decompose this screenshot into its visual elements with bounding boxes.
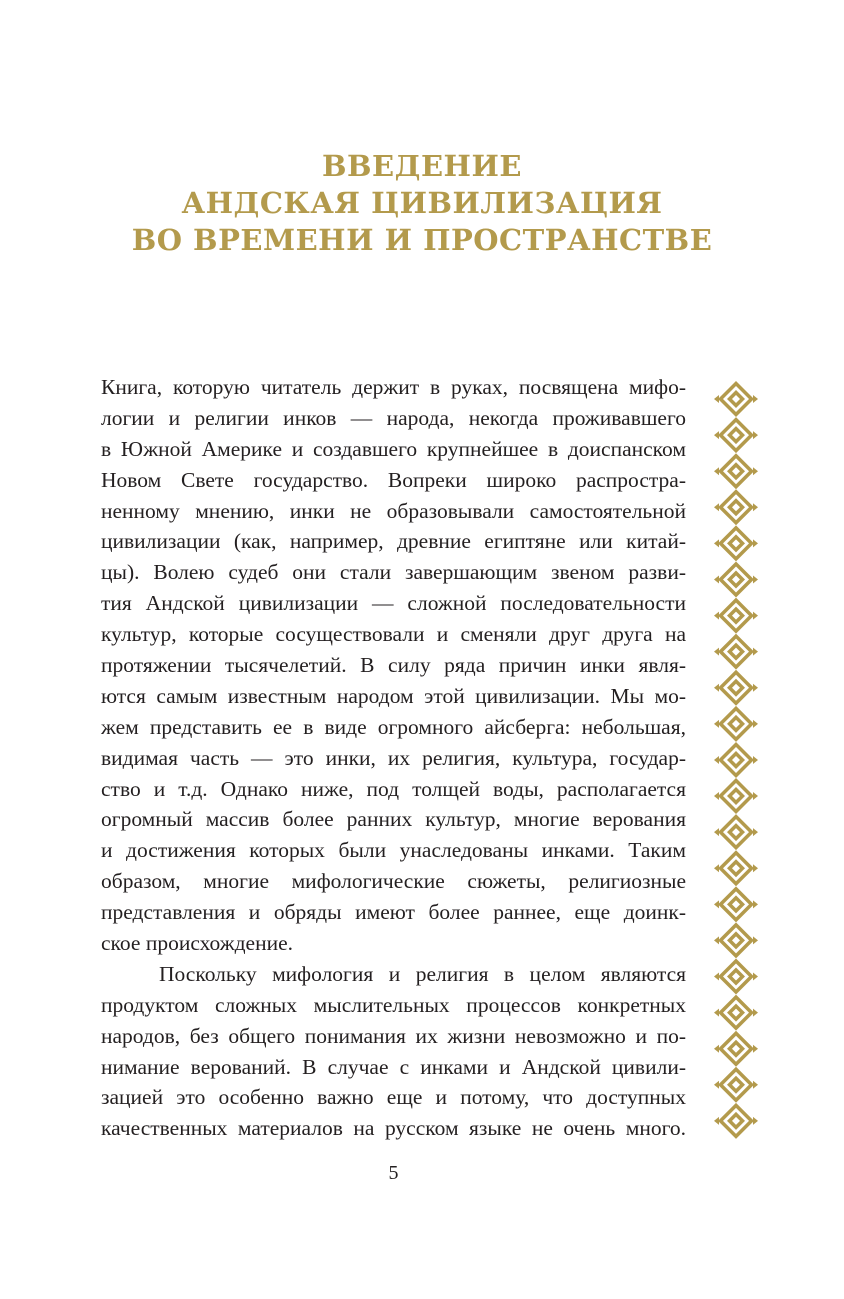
text-line: культур, которые сосуществовали и сменяли друг друга на <box>101 622 686 647</box>
text-line: тия Андской цивилизации — сложной последовательности <box>101 591 686 616</box>
paragraph-2 <box>101 959 686 1144</box>
ornament-motif <box>714 417 758 453</box>
text-line: в Южной Америке и создавшего крупнейшее в доиспанском <box>101 436 686 461</box>
page-number: 5 <box>388 1162 399 1184</box>
text-line: цы). Волею судеб они стали завершающим звеном разви- <box>101 560 686 585</box>
text-line: огромный массив более ранних культур, многие верования <box>101 807 686 832</box>
ornament-motif <box>714 886 758 922</box>
ornament-motif <box>714 670 758 706</box>
ornament-motif <box>714 1031 758 1067</box>
chapter-title-line-2: АНДСКАЯ ЦИВИЛИЗАЦИЯ <box>181 186 663 220</box>
ornament-motif <box>714 525 758 561</box>
text-line: нимание верований. В случае с инками и Андской цивили- <box>101 1054 686 1079</box>
text-line: жем представить ее в виде огромного айсберга: небольшая, <box>101 714 686 739</box>
text-line: зацией это особенно важно еще и потому, что доступных <box>101 1085 686 1110</box>
ornament-motif <box>714 706 758 742</box>
chapter-title-line-3: ВО ВРЕМЕНИ И ПРОСТРАНСТВЕ <box>131 223 713 257</box>
ornament-motif <box>714 814 758 850</box>
text-line: протяжении тысячелетий. В силу ряда причин инки явля- <box>101 653 686 678</box>
text-line: продуктом сложных мыслительных процессов конкретных <box>101 992 686 1017</box>
text-line: видимая часть — это инки, их религия, культура, государ- <box>101 745 686 770</box>
body-text <box>101 372 686 1144</box>
ornament-motif <box>714 561 758 597</box>
ornament-motif <box>714 995 758 1031</box>
chapter-title-line-1: ВВЕДЕНИЕ <box>322 149 522 183</box>
text-line: цивилизации (как, например, древние египтяне или китай- <box>101 529 686 554</box>
ornament-motif <box>714 453 758 489</box>
ornament-motif <box>714 742 758 778</box>
text-line: Новом Свете государство. Вопреки широко распростра- <box>101 467 686 492</box>
text-line: образом, многие мифологические сюжеты, религиозные <box>101 869 686 894</box>
text-line: и достижения которых были унаследованы инками. Таким <box>101 838 686 863</box>
text-line: Поскольку мифология и религия в целом являются <box>159 961 686 986</box>
andean-diamond-pattern-icon <box>714 381 758 1139</box>
ornament-motif <box>714 598 758 634</box>
text-line: народов, без общего понимания их жизни невозможно и по- <box>101 1023 686 1048</box>
text-line: ство и т.д. Однако ниже, под толщей воды, располагается <box>101 776 686 801</box>
ornament-motif <box>714 1103 758 1139</box>
text-line: Книга, которую читатель держит в руках, посвящена мифо- <box>101 375 686 399</box>
text-line: ются самым известным народом этой цивилизации. Мы мо- <box>101 683 686 708</box>
ornament-motif <box>714 1067 758 1103</box>
ornament-motif <box>714 959 758 995</box>
ornament-motif <box>714 489 758 525</box>
ornament-motif <box>714 634 758 670</box>
ornament-motif <box>714 778 758 814</box>
paragraph-1 <box>101 372 686 959</box>
ornament-motif <box>714 381 758 417</box>
text-line: ское происхождение. <box>101 931 294 956</box>
text-line: качественных материалов на русском языке не очень много. <box>101 1116 686 1141</box>
ornament-motif <box>714 922 758 958</box>
chapter-title <box>0 148 844 259</box>
text-line: ненному мнению, инки не образовывали самостоятельной <box>101 498 686 523</box>
text-line: представления и обряды имеют более раннее, еще доинк- <box>101 900 686 925</box>
text-line: логии и религии инков — народа, некогда проживавшего <box>101 405 686 430</box>
ornament-motif <box>714 850 758 886</box>
